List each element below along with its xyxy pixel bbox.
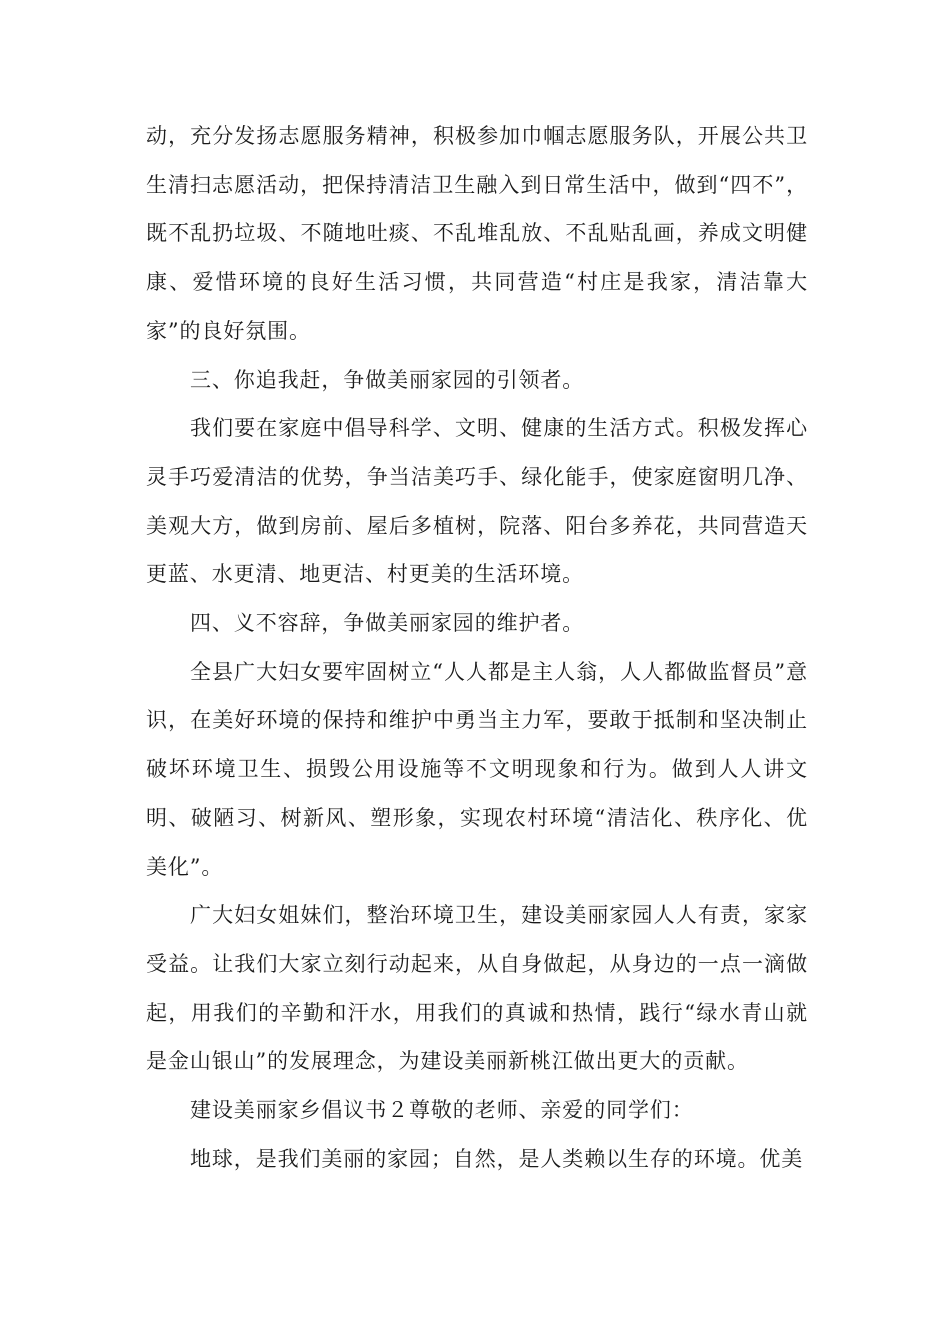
document-body xyxy=(146,112,808,1183)
section-heading-four: 四、义不容辞，争做美丽家园的维护者。 xyxy=(190,611,585,636)
paragraph-continuation: 动，充分发扬志愿服务精神，积极参加巾帼志愿服务队，开展公共卫生清扫志愿活动，把保持清洁卫生融入到日常生活中，做到“四不”，既不乱扔垃圾、不随地吐痰、不乱堆乱放、不乱贴乱画，养成文明健康、爱惜环境的良好生活习惯，共同营造“村庄是我家，清洁靠大家”的良好氛围。 xyxy=(146,124,808,343)
proposal-two-salutation: 建设美丽家乡倡议书２尊敬的老师、亲爱的同学们： xyxy=(190,1098,694,1123)
paragraph-supervision: 全县广大妇女要牢固树立“人人都是主人翁，人人都做监督员”意识，在美好环境的保持和维护中勇当主力军，要敢于抵制和坚决制止破坏环境卫生、损毁公用设施等不文明现象和行为。做到人人讲文明、破陋习、树新风、塑形象，实现农村环境“清洁化、秩序化、优美化”。 xyxy=(146,659,808,879)
paragraph-family-lifestyle: 我们要在家庭中倡导科学、文明、健康的生活方式。积极发挥心灵手巧爱清洁的优势，争当洁美巧手、绿化能手，使家庭窗明几净、美观大方，做到房前、屋后多植树，院落、阳台多养花，共同营造天更蓝、水更清、地更洁、村更美的生活环境。 xyxy=(146,416,808,587)
paragraph-earth-intro: 地球，是我们美丽的家园；自然，是人类赖以生存的环境。优美 xyxy=(190,1146,804,1171)
paragraph-call-to-action: 广大妇女姐妹们，整治环境卫生，建设美丽家园人人有责，家家受益。让我们大家立刻行动起来，从自身做起，从身边的一点一滴做起，用我们的辛勤和汗水，用我们的真诚和热情，践行“绿水青山就是金山银山”的发展理念，为建设美丽新桃江做出更大的贡献。 xyxy=(146,903,808,1074)
section-heading-three: 三、你追我赶，争做美丽家园的引领者。 xyxy=(190,367,585,392)
